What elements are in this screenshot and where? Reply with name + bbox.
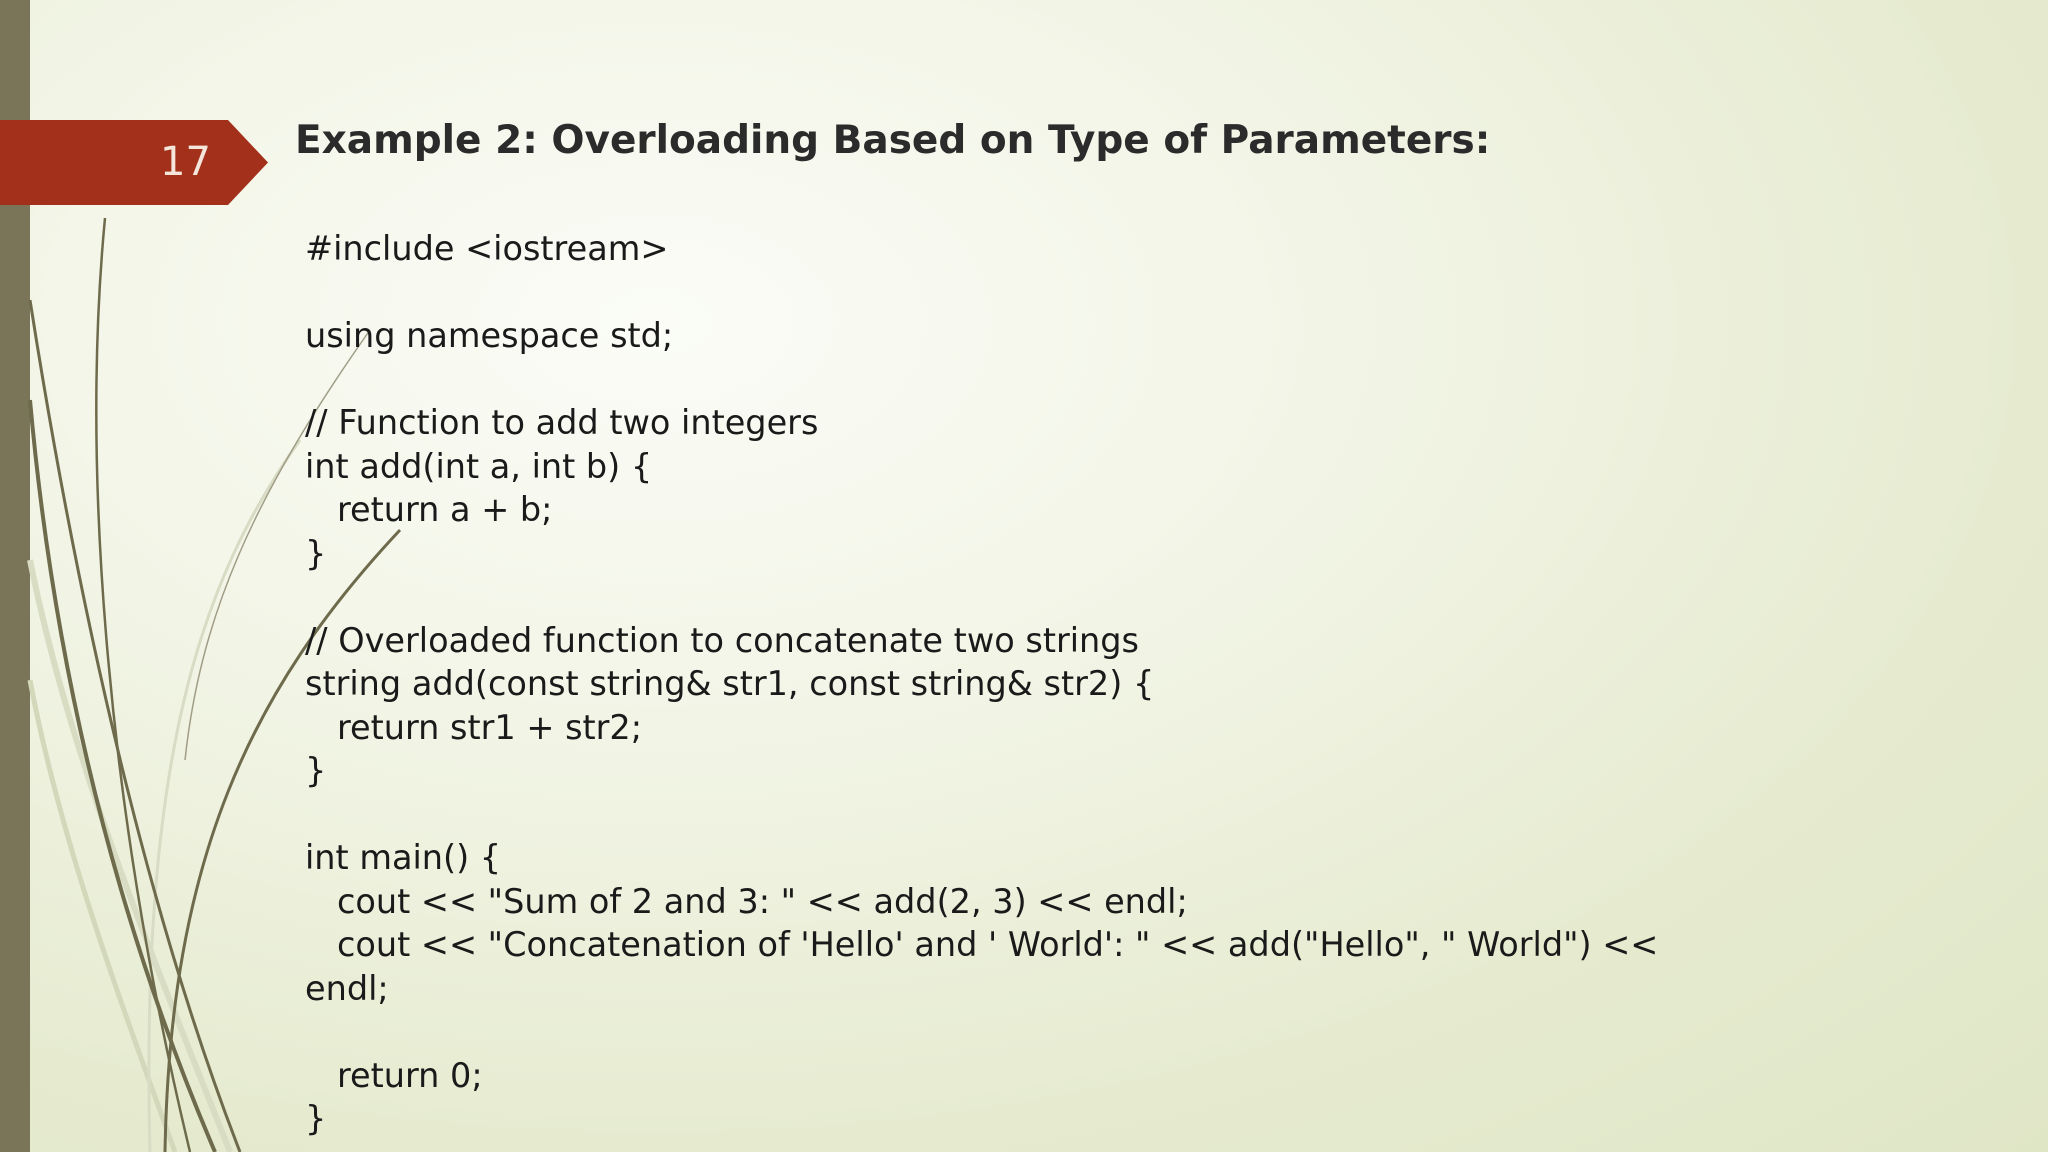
code-line: } [305, 751, 327, 790]
code-line: } [305, 533, 327, 573]
code-line: cout << "Sum of 2 and 3: " << add(2, 3) << endl; [305, 881, 1188, 921]
code-block [305, 227, 1658, 1141]
slide-number: 17 [160, 139, 211, 185]
code-line [305, 575, 1658, 619]
code-line: return str1 + str2; [305, 707, 643, 747]
code-line: endl; [305, 968, 389, 1008]
code-line [305, 793, 1658, 837]
code-line: string add(const string& str1, const string& str2) { [305, 664, 1155, 703]
code-line: return 0; [305, 1055, 483, 1095]
code-line: int add(int a, int b) { [305, 446, 653, 486]
code-line: } [305, 1099, 327, 1138]
code-line: // Function to add two integers [305, 403, 819, 442]
code-line [305, 1010, 1658, 1054]
slide-number-tab [0, 120, 268, 205]
code-line: using namespace std; [305, 316, 674, 355]
slide-title: Example 2: Overloading Based on Type of Parameters: [295, 118, 1491, 163]
code-line [305, 358, 1658, 402]
swoosh-light-1 [30, 560, 230, 1152]
code-line: cout << "Concatenation of 'Hello' and ' World': " << add("Hello", " World") << [305, 925, 1659, 964]
code-line: // Overloaded function to concatenate two strings [305, 620, 1139, 660]
swoosh-dark-2 [30, 300, 240, 1152]
code-line [305, 271, 1658, 315]
code-line: int main() { [305, 838, 502, 877]
code-line: return a + b; [305, 490, 553, 529]
code-line: #include <iostream> [305, 229, 669, 268]
